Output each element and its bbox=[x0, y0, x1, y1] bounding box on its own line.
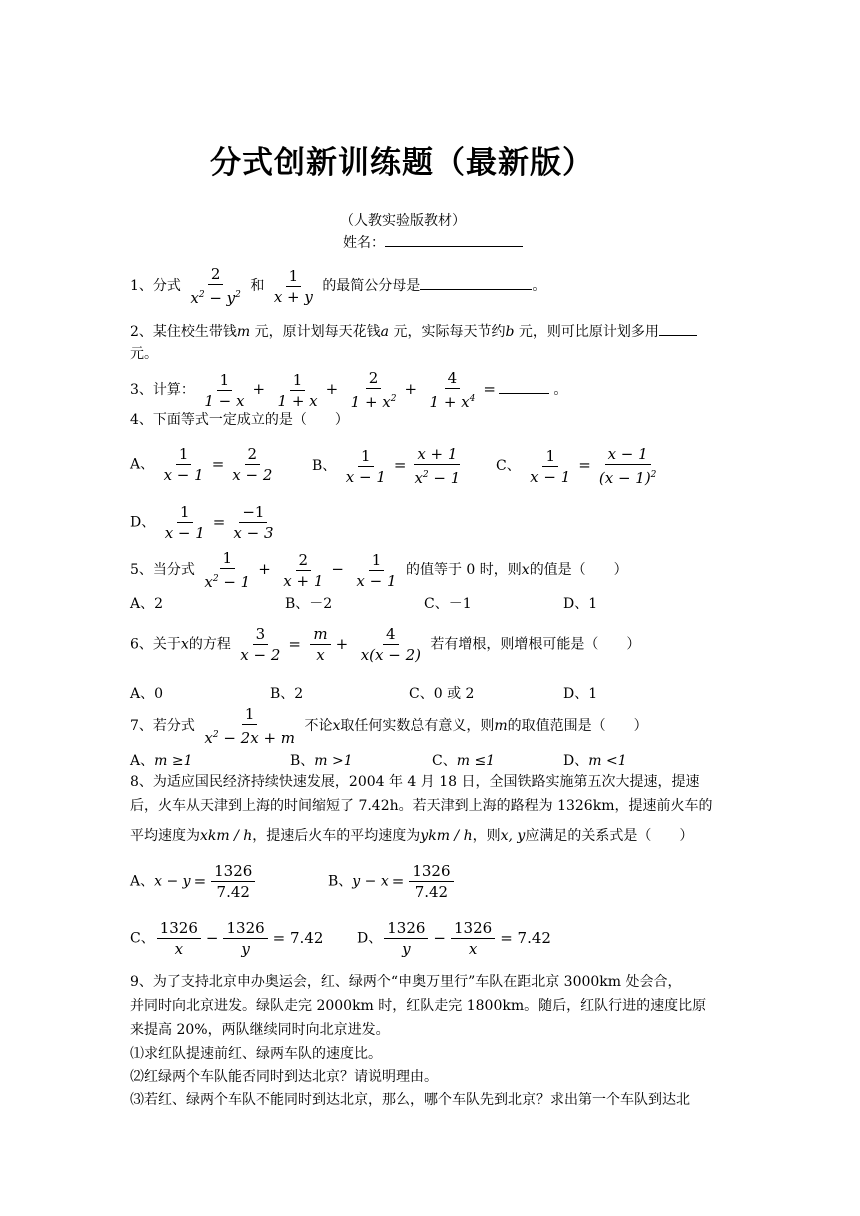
q7-var-x: x bbox=[332, 718, 341, 734]
q1-fraction-1: $\frac{2}{x^2 - y^2}$ bbox=[190, 265, 241, 307]
q7-option-a-expr: m ≥1 bbox=[154, 753, 193, 769]
q5-text-post-b: 的值是（ ） bbox=[529, 562, 628, 578]
q4-option-d: D、 $\frac{1}{x - 1}$ = $\frac{-1}{x - 3}$ bbox=[130, 502, 278, 543]
q7-text-post-c: 的取值范围是（ ） bbox=[507, 718, 648, 734]
q9-subquestion-1: ⑴求红队提速前红、绿两车队的速度比。 bbox=[130, 1046, 382, 1062]
q9-line-1: 9、为了支持北京申办奥运会，红、绿两个“申奥万里行”车队在距北京 3000km 处会合， bbox=[130, 974, 682, 990]
q8-option-c: C、 $\frac{1326}{x}$ − $\frac{1326}{y}$ = 7.42 bbox=[130, 919, 324, 958]
q4-option-c-label: C、 bbox=[496, 458, 521, 474]
q4-option-a: A、 $\frac{1}{x - 1}$ = $\frac{2}{x - 2}$ bbox=[130, 444, 277, 485]
q6-fraction-2: $\frac{m}{x}$ bbox=[310, 624, 330, 665]
q3-fraction-2: $\frac{1}{1 + x}$ bbox=[277, 370, 318, 410]
q6-option-c: C、0 或 2 bbox=[409, 686, 475, 702]
q3-text-pre: 3、计算： bbox=[130, 382, 195, 398]
q8a-fraction: $\frac{1326}{7.42}$ bbox=[211, 861, 255, 902]
q4-option-b: B、 $\frac{1}{x - 1}$ = $\frac{x + 1}{x^2 - 1}$ bbox=[312, 444, 465, 488]
q2-var-b: b bbox=[505, 324, 515, 340]
q4a-rhs: $\frac{2}{x - 2}$ bbox=[232, 445, 273, 484]
q9-subquestion-2: ⑵红绿两个车队能否同时到达北京？请说明理由。 bbox=[130, 1069, 438, 1085]
q2-text-b: 元，原计划每天花钱 bbox=[250, 324, 381, 340]
q7-fraction: $\frac{1}{x^2 - 2x + m}$ bbox=[204, 705, 296, 747]
q5-fraction-3: $\frac{1}{x - 1}$ bbox=[356, 550, 397, 590]
q6-option-a: A、0 bbox=[130, 686, 164, 702]
q6-fraction-3: $\frac{4}{x(x - 2)}$ bbox=[360, 625, 421, 664]
q5-option-a: A、2 bbox=[130, 596, 164, 612]
q8-option-b: B、y − x = $\frac{1326}{7.42}$ bbox=[328, 861, 456, 902]
q4a-lhs: $\frac{1}{x - 1}$ bbox=[163, 445, 204, 484]
q8-text-b: ，提速后火车的平均速度为 bbox=[252, 828, 421, 844]
q8-option-a: A、x − y = $\frac{1326}{7.42}$ bbox=[130, 861, 257, 902]
q1-answer-blank bbox=[420, 289, 532, 290]
q3-fraction-3: $\frac{2}{1 + x^2}$ bbox=[350, 369, 397, 411]
question-6: 6、关于x的方程 $\frac{3}{x - 2}$ = $\frac{m}{x}$ + $\frac{4}{x(x - 2)}$ 若有增根，则增根可能是（ ） bbox=[130, 625, 641, 664]
question-2 bbox=[130, 322, 697, 342]
question-4: 4、下面等式一定成立的是（ ） bbox=[130, 412, 349, 428]
q4-option-c: C、 $\frac{1}{x - 1}$ = $\frac{x - 1}{(x - 1)^2}$ bbox=[496, 444, 661, 488]
q4d-rhs: $\frac{-1}{x - 3}$ bbox=[233, 503, 274, 542]
q1-fraction-2: $\frac{1}{x + y}$ bbox=[273, 266, 313, 306]
q8-line-2: 后，火车从天津到上海的时间缩短了 7.42h。若天津到上海的路程为 1326km，提速前火车的 bbox=[130, 798, 713, 814]
question-3: 3、计算： $\frac{1}{1 - x}$ + $\frac{1}{1 + x}$ + $\frac{2}{1 + x^2}$ + $\frac{4}{1 + x^4}$ = 。 bbox=[130, 369, 568, 411]
q7-option-d bbox=[563, 750, 627, 770]
q4b-rhs: $\frac{x + 1}{x^2 - 1}$ bbox=[414, 445, 461, 487]
question-7 bbox=[130, 704, 648, 748]
subtitle: （人教实验版教材） bbox=[340, 213, 466, 229]
q8-text-d: 应满足的关系式是（ ） bbox=[525, 828, 694, 844]
q9-line-3: 来提高 20%，两队继续同时向北京进发。 bbox=[130, 1022, 390, 1038]
q2-text-c: 元，实际每天节约 bbox=[389, 324, 506, 340]
q7-option-b-label: B、 bbox=[290, 753, 315, 769]
q7-option-a-label: A、 bbox=[130, 753, 155, 769]
q1-text-end: 。 bbox=[532, 278, 547, 294]
q5-option-c: C、－1 bbox=[424, 596, 472, 612]
q9-subquestion-3: ⑶若红、绿两个车队不能同时到达北京，那么，哪个车队先到北京？求出第一个车队到达北 bbox=[130, 1092, 690, 1108]
q8c-fraction-1: $\frac{1326}{x}$ bbox=[157, 918, 201, 959]
q6-option-b: B、2 bbox=[270, 686, 304, 702]
q7-option-c bbox=[432, 750, 495, 770]
q5-text-pre: 5、当分式 bbox=[130, 562, 195, 578]
q8-line-1: 8、为适应国民经济持续快速发展，2004 年 4 月 18 日，全国铁路实施第五次大提速，提速 bbox=[130, 774, 700, 790]
q5-option-b: B、－2 bbox=[285, 596, 333, 612]
q5-fraction-2: $\frac{2}{x + 1}$ bbox=[283, 550, 324, 590]
q8d-fraction-1: $\frac{1326}{y}$ bbox=[384, 918, 428, 959]
q8d-fraction-2: $\frac{1326}{x}$ bbox=[451, 918, 495, 959]
q5-option-d: D、1 bbox=[563, 596, 598, 612]
q8b-fraction: $\frac{1326}{7.42}$ bbox=[409, 861, 453, 902]
q3-answer-blank bbox=[499, 393, 549, 394]
q8-text-a: 平均速度为 bbox=[130, 828, 200, 844]
q6-text-mid: 的方程 bbox=[188, 636, 231, 653]
q1-text-post: 的最简公分母是 bbox=[322, 278, 421, 294]
q8d-rhs: = 7.42 bbox=[500, 928, 551, 947]
q7-option-c-label: C、 bbox=[432, 753, 457, 769]
q7-option-d-expr: m <1 bbox=[588, 753, 627, 769]
q4-option-b-label: B、 bbox=[312, 458, 337, 474]
q8-option-d: D、 $\frac{1326}{y}$ − $\frac{1326}{x}$ = 7.42 bbox=[357, 919, 551, 958]
q7-text-post-a: 不论 bbox=[304, 718, 333, 734]
q4d-lhs: $\frac{1}{x - 1}$ bbox=[164, 503, 205, 542]
q2-text-d: 元，则可比原计划多用 bbox=[514, 324, 659, 340]
q5-text-post-a: 的值等于 0 时，则 bbox=[405, 562, 522, 578]
q8-line-3 bbox=[130, 826, 693, 846]
q8-option-b-label: B、 bbox=[328, 873, 353, 890]
q6-fraction-1: $\frac{3}{x - 2}$ bbox=[240, 625, 281, 664]
q8-option-a-label: A、 bbox=[130, 873, 155, 890]
q8c-rhs: = 7.42 bbox=[272, 928, 324, 947]
page-title: 分式创新训练题（最新版） bbox=[210, 145, 594, 181]
q3-fraction-4: $\frac{4}{1 + x^4}$ bbox=[429, 369, 476, 411]
name-line bbox=[343, 232, 523, 252]
q8-var-speed-2: ykm / h bbox=[420, 828, 473, 844]
question-1 bbox=[130, 264, 546, 308]
q7-option-c-expr: m ≤1 bbox=[456, 753, 496, 769]
q3-text-end: 。 bbox=[553, 382, 568, 398]
q1-text-pre: 1、分式 bbox=[130, 278, 181, 294]
q9-line-2: 并同时向北京进发。绿队走完 2000km 时，红队走完 1800km。随后，红队行进的速度比原 bbox=[130, 998, 707, 1014]
q4-option-d-label: D、 bbox=[130, 514, 156, 531]
q8-var-speed-1: xkm / h bbox=[200, 828, 253, 844]
q6-text-post: 若有增根，则增根可能是（ ） bbox=[430, 636, 641, 653]
q4b-lhs: $\frac{1}{x - 1}$ bbox=[345, 446, 386, 486]
q7-option-b-expr: m >1 bbox=[314, 753, 353, 769]
q5-var-x: x bbox=[521, 562, 530, 578]
q8-option-d-label: D、 bbox=[357, 930, 383, 947]
q7-text-post-b: 取任何实数总有意义，则 bbox=[340, 718, 495, 734]
q7-option-d-label: D、 bbox=[563, 753, 589, 769]
q8c-fraction-2: $\frac{1326}{y}$ bbox=[223, 918, 267, 959]
q7-var-m: m bbox=[494, 718, 508, 734]
name-blank bbox=[385, 246, 523, 247]
q8-text-c: ，则 bbox=[472, 828, 501, 844]
q4c-rhs: $\frac{x - 1}{(x - 1)^2}$ bbox=[598, 445, 657, 487]
q2-var-a: a bbox=[380, 324, 390, 340]
q2-text-a: 2、某住校生带钱 bbox=[130, 324, 237, 340]
name-label: 姓名： bbox=[343, 235, 385, 251]
q6-var-x: x bbox=[180, 636, 189, 653]
q7-option-b bbox=[290, 750, 353, 770]
q2-var-m: m bbox=[236, 324, 251, 340]
question-5: 5、当分式 $\frac{1}{x^2 - 1}$ + $\frac{2}{x + 1}$ − $\frac{1}{x - 1}$ 的值等于 0 时，则x的值是（ ） bbox=[130, 549, 628, 591]
q4c-lhs: $\frac{1}{x - 1}$ bbox=[530, 446, 571, 486]
q7-option-a bbox=[130, 750, 193, 770]
q5-fraction-1: $\frac{1}{x^2 - 1}$ bbox=[204, 549, 251, 591]
q1-text-mid: 和 bbox=[250, 278, 265, 294]
q8-var-xy: x, y bbox=[500, 828, 526, 844]
q2-answer-blank bbox=[659, 335, 697, 336]
q8-option-c-label: C、 bbox=[130, 930, 155, 947]
q4-option-a-label: A、 bbox=[130, 456, 155, 473]
q2-text-e: 元。 bbox=[130, 346, 158, 362]
q6-option-d: D、1 bbox=[563, 686, 598, 702]
q3-fraction-1: $\frac{1}{1 - x}$ bbox=[204, 370, 245, 410]
q7-text-pre: 7、若分式 bbox=[130, 718, 195, 734]
q6-text-pre: 6、关于 bbox=[130, 636, 181, 653]
